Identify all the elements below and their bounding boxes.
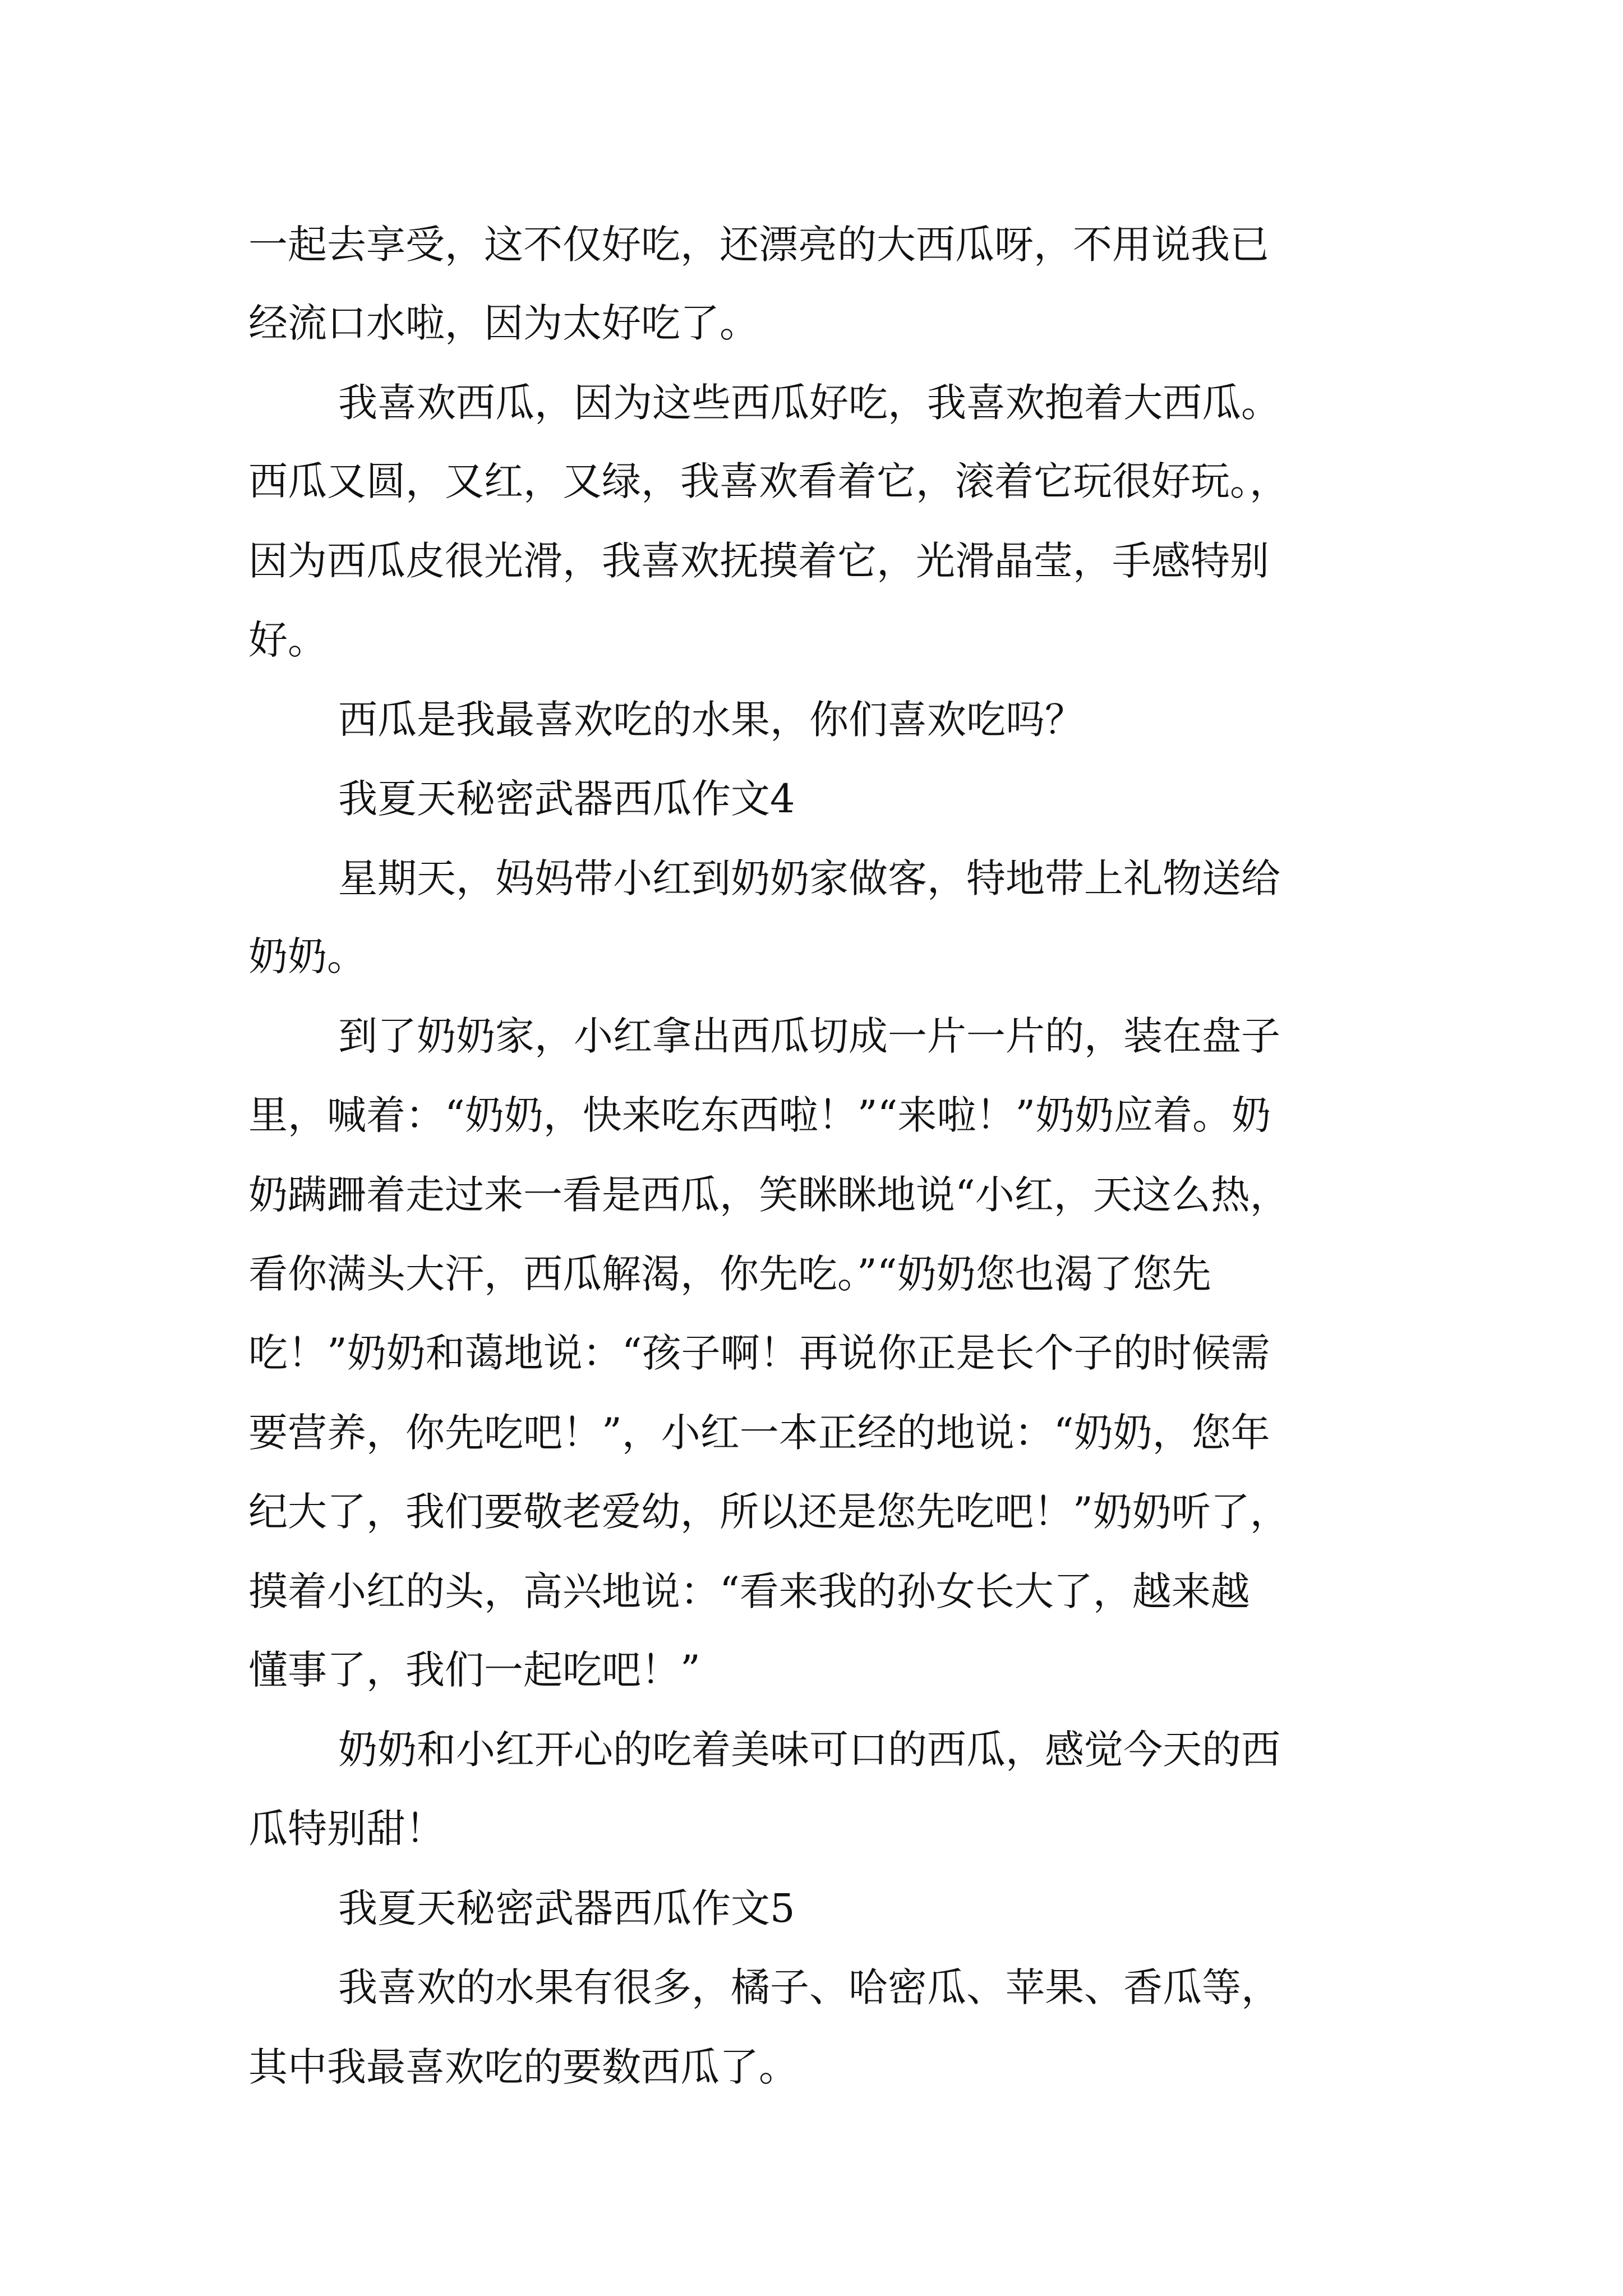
text-line: 到了奶奶家，小红拿出西瓜切成一片一片的，装在盘子 — [338, 1013, 1280, 1059]
text-line: 我喜欢西瓜，因为这些西瓜好吃，我喜欢抱着大西瓜。 — [338, 380, 1280, 426]
text-line: 其中我最喜欢吃的要数西瓜了。 — [248, 2044, 798, 2090]
text-line: 西瓜又圆，又红，又绿，我喜欢看着它，滚着它玩很好玩。， — [248, 458, 1289, 504]
section-heading: 我夏天秘密武器西瓜作文5 — [338, 1885, 795, 1931]
text-line: 看你满头大汗，西瓜解渴，你先吃。”“奶奶您也渴了您先 — [248, 1251, 1211, 1297]
section-heading: 我夏天秘密武器西瓜作文4 — [338, 776, 795, 822]
text-line: 奶奶和小红开心的吃着美味可口的西瓜，感觉今天的西 — [338, 1727, 1280, 1773]
text-line: 西瓜是我最喜欢吃的水果，你们喜欢吃吗？ — [338, 697, 1084, 743]
text-line: 经流口水啦，因为太好吃了。 — [248, 300, 759, 346]
text-line: 纪大了，我们要敬老爱幼，所以还是您先吃吧！”奶奶听了， — [248, 1489, 1289, 1535]
text-line: 奶蹒跚着走过来一看是西瓜，笑眯眯地说“小红，天这么热， — [248, 1172, 1289, 1218]
text-line: 懂事了，我们一起吃吧！” — [248, 1647, 700, 1693]
text-line: 一起去享受，这不仅好吃，还漂亮的大西瓜呀，不用说我已 — [248, 222, 1269, 268]
text-line: 好。 — [248, 617, 327, 663]
text-line: 摸着小红的头，高兴地说：“看来我的孙女长大了，越来越 — [248, 1568, 1250, 1614]
text-line: 奶奶。 — [248, 933, 366, 979]
text-line: 因为西瓜皮很光滑，我喜欢抚摸着它，光滑晶莹，手感特别 — [248, 538, 1269, 584]
text-line: 吃！”奶奶和蔼地说：“孩子啊！再说你正是长个子的时候需 — [248, 1330, 1270, 1376]
text-line: 星期天，妈妈带小红到奶奶家做客，特地带上礼物送给 — [338, 855, 1280, 901]
text-line: 里，喊着：“奶奶，快来吃东西啦！”“来啦！”奶奶应着。奶 — [248, 1092, 1271, 1138]
text-line: 我喜欢的水果有很多，橘子、哈密瓜、苹果、香瓜等， — [338, 1964, 1280, 2010]
text-line: 瓜特别甜！ — [248, 1806, 445, 1852]
text-line: 要营养，你先吃吧！”，小红一本正经的地说：“奶奶，您年 — [248, 1410, 1270, 1456]
